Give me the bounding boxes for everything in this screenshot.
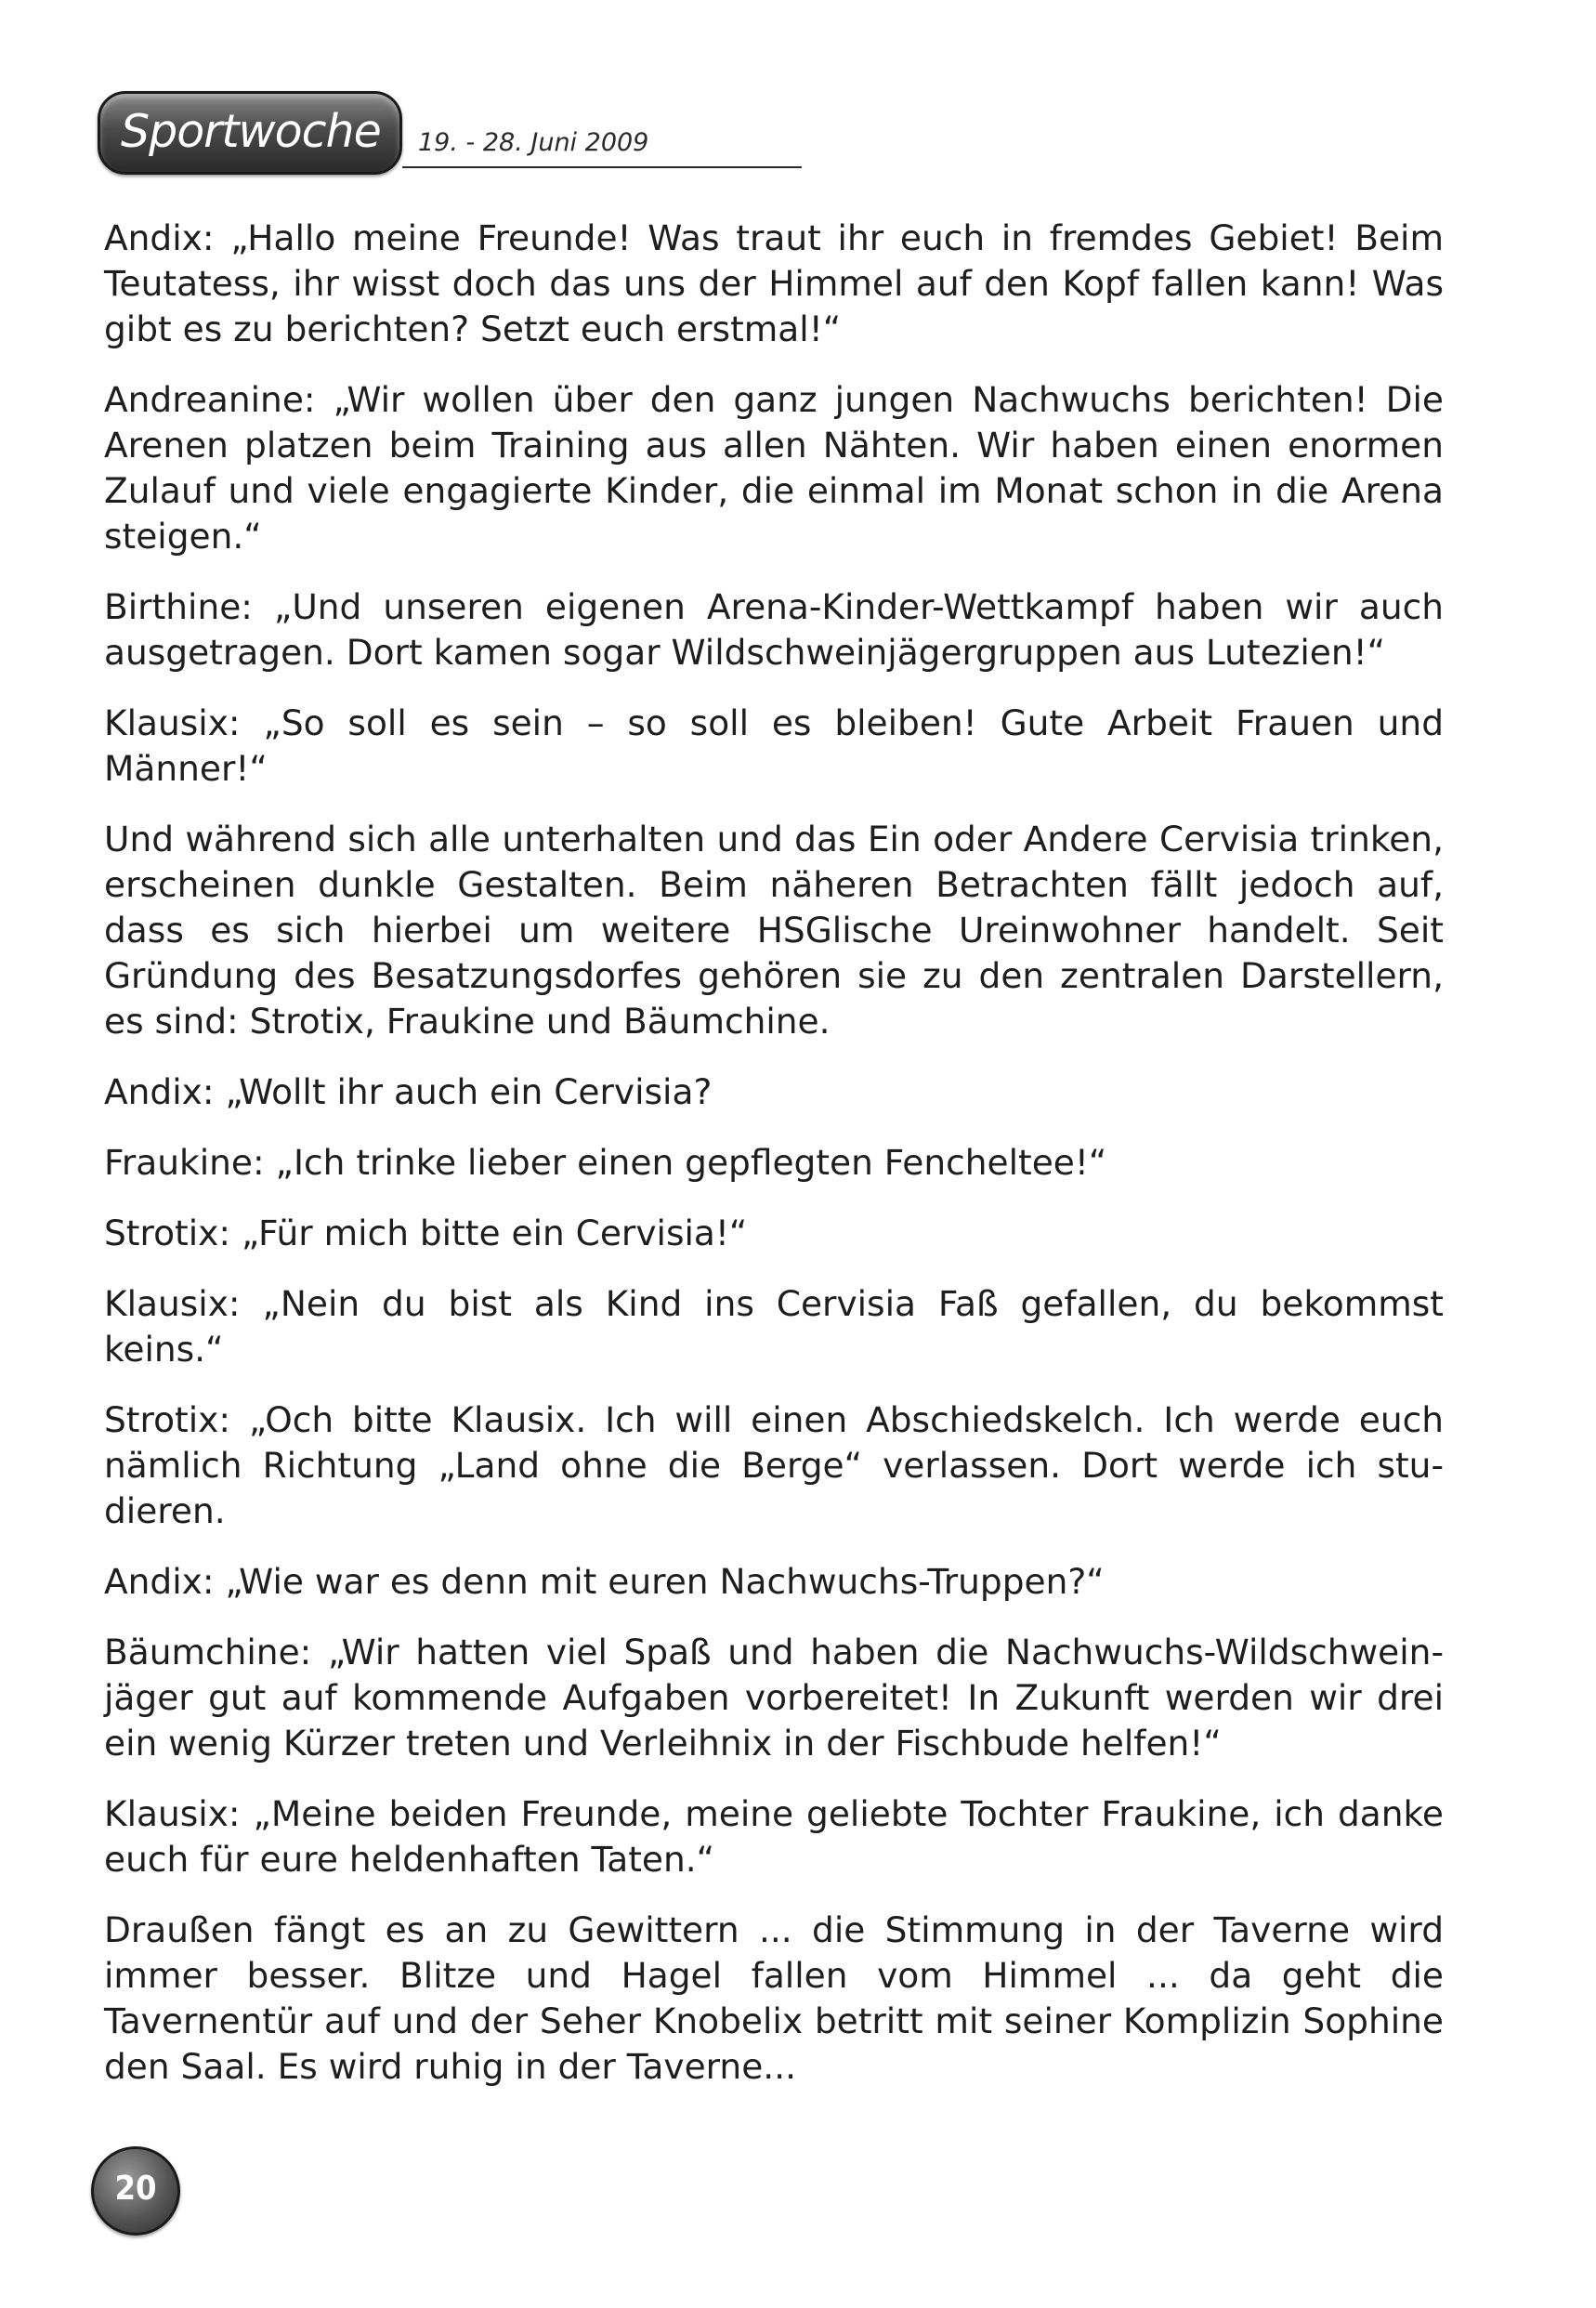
paragraph: Bäumchine: „Wir hatten viel Spaß und haben die Nachwuchs-Wildschweinjäger gut auf kommende Aufgaben vorbereitet! In Zukunft werden wir drei ein wenig Kürzer treten und Verleihnix in der Fischbude helfen!“ bbox=[104, 1632, 1444, 1764]
paragraph: Andix: „Wie war es denn mit euren Nachwuchs-Truppen?“ bbox=[104, 1561, 1105, 1602]
paragraph: Klausix: „So soll es sein – so soll es bleiben! Gute Arbeit Frauen und Männer!“ bbox=[104, 702, 1444, 789]
paragraph: Strotix: „Für mich bitte ein Cervisia!“ bbox=[104, 1213, 748, 1253]
section-badge bbox=[98, 91, 402, 175]
paragraph: Fraukine: „Ich trinke lieber einen gepflegten Fencheltee!“ bbox=[104, 1142, 1107, 1183]
paragraph: Andreanine: „Wir wollen über den ganz jungen Nachwuchs berichten! Die Arenen platzen beim Training aus allen Nähten. Wir haben einen enormen Zulauf und viele engagierte Kinder, die einmal im Monat schon in die Arena steigen.“ bbox=[104, 379, 1444, 557]
paragraph: Andix: „Hallo meine Freunde! Was traut ihr euch in fremdes Gebiet! Beim Teutatess, ihr wisst doch das uns der Himmel auf den Kopf fallen kann! Was gibt es zu berichten? Setzt euch erstmal!“ bbox=[104, 217, 1444, 349]
page-number: 20 bbox=[114, 2170, 157, 2208]
paragraph: Strotix: „Och bitte Klausix. Ich will einen Abschiedskelch. Ich werde euch nämlich Richtung „Land ohne die Berge“ verlassen. Dort werde ich studieren. bbox=[104, 1399, 1444, 1531]
paragraph: Birthine: „Und unseren eigenen Arena-Kinder-Wettkampf haben wir auch ausgetragen. Dort kamen sogar Wildschweinjägergruppen aus Lutezien!“ bbox=[104, 586, 1444, 673]
paragraph: Andix: „Wollt ihr auch ein Cervisia? bbox=[104, 1071, 713, 1112]
article-body bbox=[104, 216, 1444, 2115]
paragraph: Draußen fängt es an zu Gewittern ... die Stimmung in der Taverne wird immer besser. Blitze und Hagel fallen vom Himmel ... da geht die Tavernentür auf und der Seher Knobelix betritt mit seiner Komplizin Sophine den Saal. Es wird ruhig in der Taverne... bbox=[104, 1909, 1444, 2087]
paragraph: Klausix: „Meine beiden Freunde, meine geliebte Tochter Fraukine, ich danke euch für eure heldenhaften Taten.“ bbox=[104, 1793, 1444, 1880]
paragraph: Und während sich alle unterhalten und das Ein oder Andere Cervisia trinken, erscheinen dunkle Gestalten. Beim näheren Betrachten fällt jedoch auf, dass es sich hierbei um weitere HSGlische Ureinwohner handelt. Seit Gründung des Besatzungsdorfes gehören sie zu den zentralen Darstellern, es sind: Strotix, Fraukine und Bäumchine. bbox=[104, 819, 1444, 1042]
paragraph: Klausix: „Nein du bist als Kind ins Cervisia Faß gefallen, du bekommst keins.“ bbox=[104, 1283, 1444, 1370]
page-header bbox=[98, 91, 711, 179]
section-title: Sportwoche bbox=[121, 105, 381, 158]
event-date: 19. - 28. Juni 2009 bbox=[418, 128, 649, 157]
page-number-badge bbox=[91, 2146, 180, 2236]
header-rule bbox=[402, 166, 802, 168]
